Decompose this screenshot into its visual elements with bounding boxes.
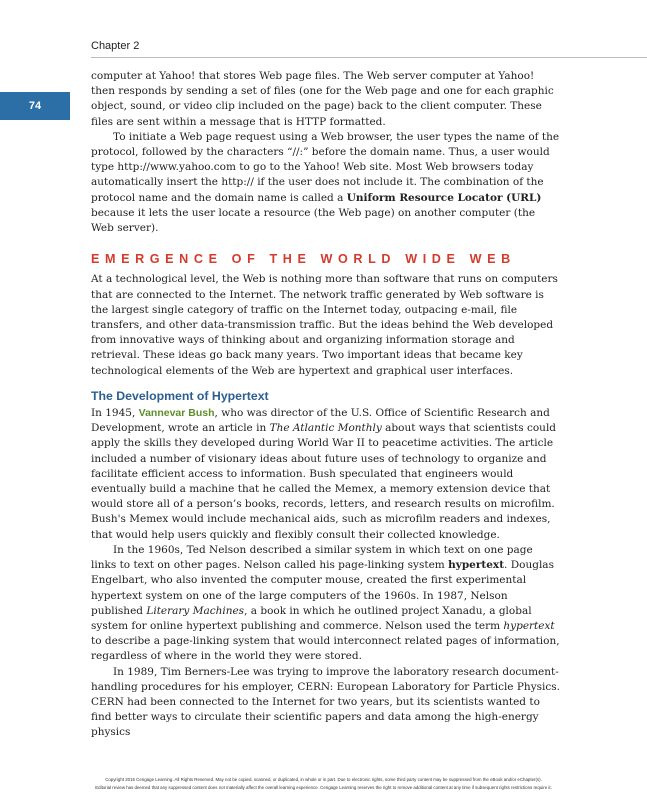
text-run: . Douglas Engelbart, who also invented the computer mouse, created the first experimental hypertext system on one of the large computers of the 1960s. In 1987, Nelson published xyxy=(91,559,554,617)
page-body xyxy=(91,69,561,741)
text-run: , a book in which he outlined project Xanadu, a global system for online hypertext publishing and commerce. Nelson used the term xyxy=(91,604,532,632)
text-run: To initiate a Web page request using a Web browser, the user types the name of the protocol, followed by the characters “//:” before the domain name. Thus, a user would type http://www.yahoo.com to go to the Yahoo! Web site. Most Web browsers today automatically insert the http:// if the user does not include it. The combination of the protocol name and the domain name is called a xyxy=(91,130,560,204)
copyright-line-2: Editorial review has deemed that any suppressed content does not materially affect the overall learning experience. Cengage Learning reserves the right to remove additional content at any time if subsequent rights restrictions require it. xyxy=(95,785,552,790)
highlighted-name: Vannevar Bush xyxy=(138,407,215,420)
hypertext-paragraph-3: In 1989, Tim Berners-Lee was trying to improve the laboratory research document-handling procedures for his employer, CERN: European Laboratory for Particle Physics. CERN had been connected to the Internet for two years, but its scientists wanted to find better ways to circulate their scientific papers and data among the high-energy physics xyxy=(91,665,560,739)
page-number: 74 xyxy=(28,100,42,112)
key-term-hypertext: hypertext xyxy=(448,559,505,572)
intro-paragraph-2 xyxy=(91,130,561,236)
intro-paragraph-1: computer at Yahoo! that stores Web page files. The Web server computer at Yahoo! then responds by sending a set of files (one for the Web page and one for each graphic object, sound, or video clip included on the page) back to the client computer. These files are sent within a message that is HTTP formatted. xyxy=(91,70,554,128)
section-heading: EMERGENCE OF THE WORLD WIDE WEB xyxy=(91,252,516,267)
copyright-footer xyxy=(0,776,647,792)
copyright-line-1: Copyright 2015 Cengage Learning. All Rights Reserved. May not be copied, scanned, or duplicated, in whole or in part. Due to electronic rights, some third party content may be suppressed from the eBook and/or eChapter(s). xyxy=(105,777,542,782)
key-term-url: Uniform Resource Locator (URL) xyxy=(346,191,542,204)
text-run: because it lets the user locate a resource (the Web page) on another computer (the Web server). xyxy=(91,206,536,235)
text-run: In the 1960s, Ted Nelson described a similar system in which text on one page links to text on other pages. Nelson called his page-linking system xyxy=(91,543,533,572)
text-run: to describe a page-linking system that would interconnect related pages of information, regardless of where in the world they were stored. xyxy=(91,635,560,663)
text-run: about ways that scientists could apply the skills they developed during World War II to peacetime activities. The article included a number of visionary ideas about future uses of technology to organize and facilitate efficient access to information. Bush speculated that engineers would eventually build a machine that he called the Memex, a memory extension device that would store all of a person’s books, records, letters, and research results on microfilm. Bush's Memex would include mechanical aids, such as microfilm readers and indexes, that would help users quickly and flexibly consult their collected knowledge. xyxy=(91,422,557,541)
italic-term: hypertext xyxy=(503,619,555,632)
book-title: Literary Machines xyxy=(146,604,245,617)
hypertext-paragraph-1 xyxy=(91,406,561,543)
publication-title: The Atlantic Monthly xyxy=(269,422,382,435)
header-divider xyxy=(91,57,647,58)
page-number-tab xyxy=(0,92,70,120)
hypertext-paragraph-2 xyxy=(91,543,561,665)
subsection-heading: The Development of Hypertext xyxy=(91,388,269,403)
section-paragraph-1: At a technological level, the Web is nothing more than software that runs on computers that are connected to the Internet. The network traffic generated by Web software is the largest single category of traffic on the Internet today, outpacing e-mail, file transfers, and other data-transmission traffic. But the ideas behind the Web developed from innovative ways of thinking about and organizing information storage and retrieval. These ideas go back many years. Two important ideas that became key technological elements of the Web are hypertext and graphical user interfaces. xyxy=(91,273,558,377)
text-run: , who was director of the U.S. Office of Scientific Research and Development, wrote an article in xyxy=(91,407,550,435)
text-run: In 1945, xyxy=(91,407,139,420)
chapter-header: Chapter 2 xyxy=(91,40,140,52)
